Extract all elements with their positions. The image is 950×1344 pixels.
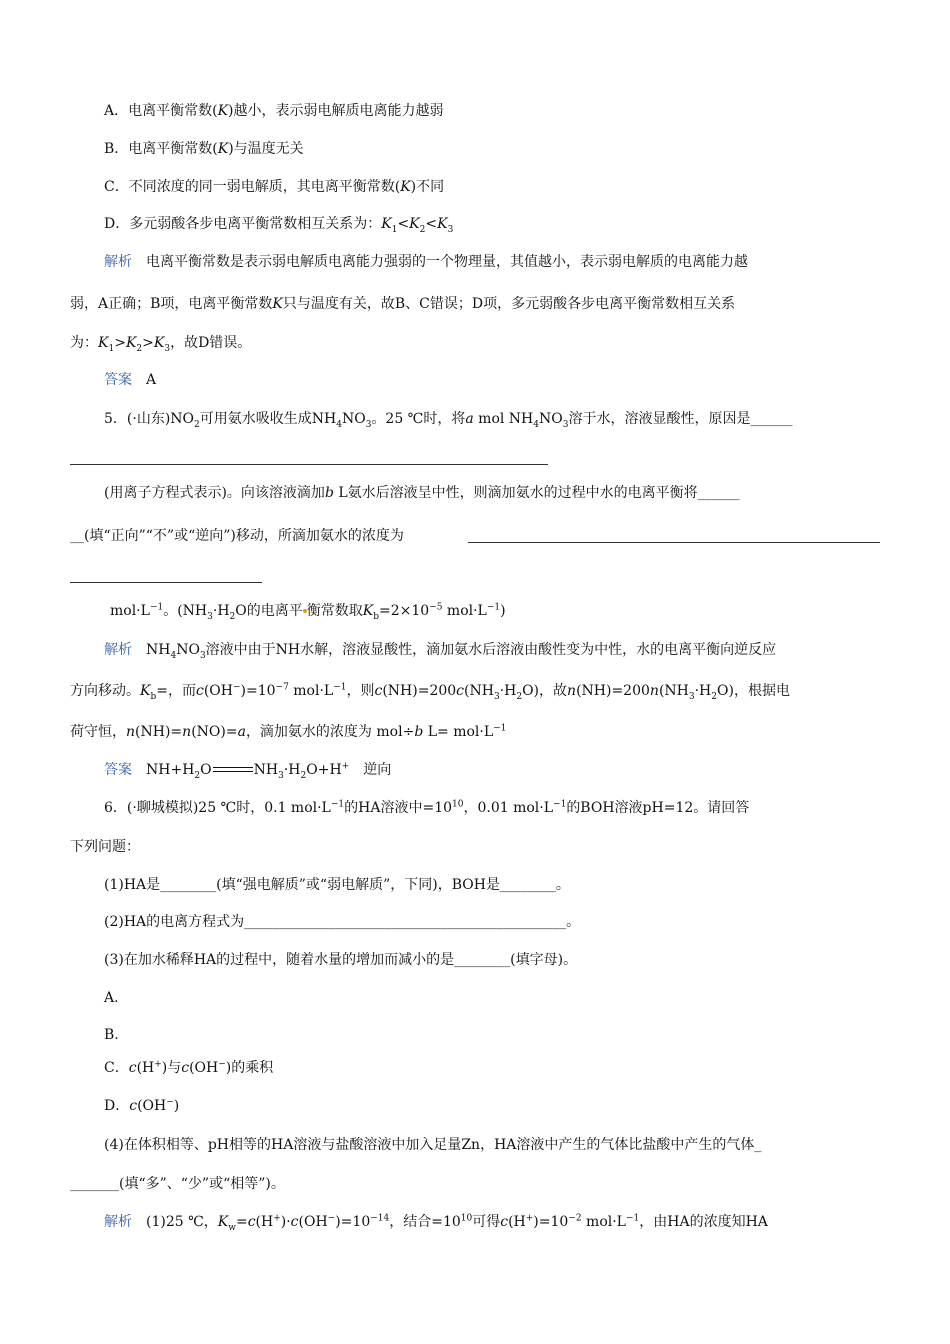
option-b: B．电离平衡常数(K)与温度无关 xyxy=(104,141,304,157)
analysis-line: 解析 $NH_4NO_3$溶液中由于NH水解，溶液显酸性，滴加氨水后溶液由酸性变为中性，水的电离平衡向逆反应 xyxy=(104,642,777,661)
analysis-label: 解析 xyxy=(104,254,132,270)
answer-blank-line xyxy=(468,542,880,543)
option-d: D．多元弱酸各步电离平衡常数相互关系为：$K_1<K_2<K_3$ xyxy=(104,216,454,235)
option-c: C．不同浓度的同一弱电解质，其电离平衡常数(K)不同 xyxy=(104,179,445,195)
answer-blank-line xyxy=(70,464,548,465)
option-c: C．c(H+)与c(OH−)的乘积 xyxy=(104,1059,274,1076)
answer-label: 答案 xyxy=(104,762,132,778)
answer-blank: ______________________________________________ xyxy=(244,914,567,930)
question-6-sub-1: (1)HA是________(填“强电解质”或“弱电解质”，下同)，BOH是________。 xyxy=(104,877,570,893)
question-6-line: 6．(·聊城模拟)25 ℃时，0.1 $mol\cdot L^{-1}$的HA溶液中$=10^{10}$，0.01 $mol\cdot L^{-1}$的BOH溶液pH=12。请回答 xyxy=(104,799,750,816)
question-6-line: 下列问题： xyxy=(70,839,140,855)
question-6-sub-3: (3)在加水稀释HA的过程中，随着水量的增加而减小的是________(填字母)。 xyxy=(104,952,578,968)
question-6-sub-4: (4)在体积相等、pH相等的HA溶液与盐酸溶液中加入足量Zn，HA溶液中产生的气体比盐酸中产生的气体_ xyxy=(104,1137,762,1153)
option-d: D．c(OH−) xyxy=(104,1097,180,1114)
analysis-line: 荷守恒，n(NH)=n(NO)=a，滴加氨水的浓度为 mol÷b $L= mol\cdot L^{-1}$ xyxy=(70,723,507,740)
analysis-line: 解析 (1)25 ℃，$K_w=c(H^+)\cdot c(OH^-)=10^{-14}$，结合$=10^{10}$可得$c(H^+)=10^{-2}$ $mol\cdot L^{-1}$，由HA的浓度知HA xyxy=(104,1213,768,1233)
option-b: B. xyxy=(104,1027,119,1043)
q6-sub2-text: (2)HA的电离方程式为 xyxy=(104,914,245,930)
analysis-line: 方向移动。$K_b=$，而$c(OH^-)=10^{-7}$ $mol\cdot L^{-1}$，则$c(NH)=200c(NH_3\cdot H_2O)$，故$n(NH)=200n(NH_3\cdot H_2O)$，根据电 xyxy=(70,682,790,702)
answer-value: A xyxy=(146,372,157,388)
answer-line: 答案 $NH+H_2O$ $NH_3\cdot H_2O+H^+$ 逆向 xyxy=(104,761,392,781)
question-6-sub-4: _______(填“多”、“少”或“相等”)。 xyxy=(70,1176,285,1192)
analysis-line: 为：$K_1>K_2>K_3$，故D错误。 xyxy=(70,335,252,354)
option-a: A．电离平衡常数(K)越小，表示弱电解质电离能力越弱 xyxy=(104,103,444,119)
question-5-line xyxy=(70,526,404,546)
analysis-line: 弱，A正确；B项，电离平衡常数K只与温度有关，故B、C错误；D项，多元弱酸各步电离平衡常数相互关系 xyxy=(70,296,736,312)
dot-mark xyxy=(303,609,307,613)
answer-label: 答案 xyxy=(104,372,132,388)
question-5-line: 5．(·山东)$NO_2$可用氨水吸收生成$NH_4NO_3$。25 ℃时，将a mol $NH_4NO_3$溶于水，溶液显酸性，原因是______ xyxy=(104,411,793,430)
question-5-line: (用离子方程式表示)。向该溶液滴加b L氨水后溶液呈中性，则滴加氨水的过程中水的电离平衡将______ xyxy=(104,485,740,501)
equilibrium-arrow-icon xyxy=(213,765,253,775)
analysis-label: 解析 xyxy=(104,642,132,658)
analysis-label: 解析 xyxy=(104,1214,132,1230)
q5-line3-text: __(填“正向”“不”或“逆向”)移动，所滴加氨水的浓度为 xyxy=(70,528,404,544)
question-6-sub-2: (2)HA的电离方程式为______________________________________________。 xyxy=(104,914,581,930)
question-5-line: $mol\cdot L^{-1}$。($NH_3\cdot H_2O$的电离平 衡常数取$K_b=2\times 10^{-5}$ $mol\cdot L^{-1}$) xyxy=(110,602,506,622)
answer-blank-line xyxy=(70,582,262,583)
analysis-line: 解析 电离平衡常数是表示弱电解质电离能力强弱的一个物理量，其值越小，表示弱电解质的电离能力越 xyxy=(104,254,748,270)
option-a: A. xyxy=(104,990,119,1006)
answer-line xyxy=(104,370,156,390)
